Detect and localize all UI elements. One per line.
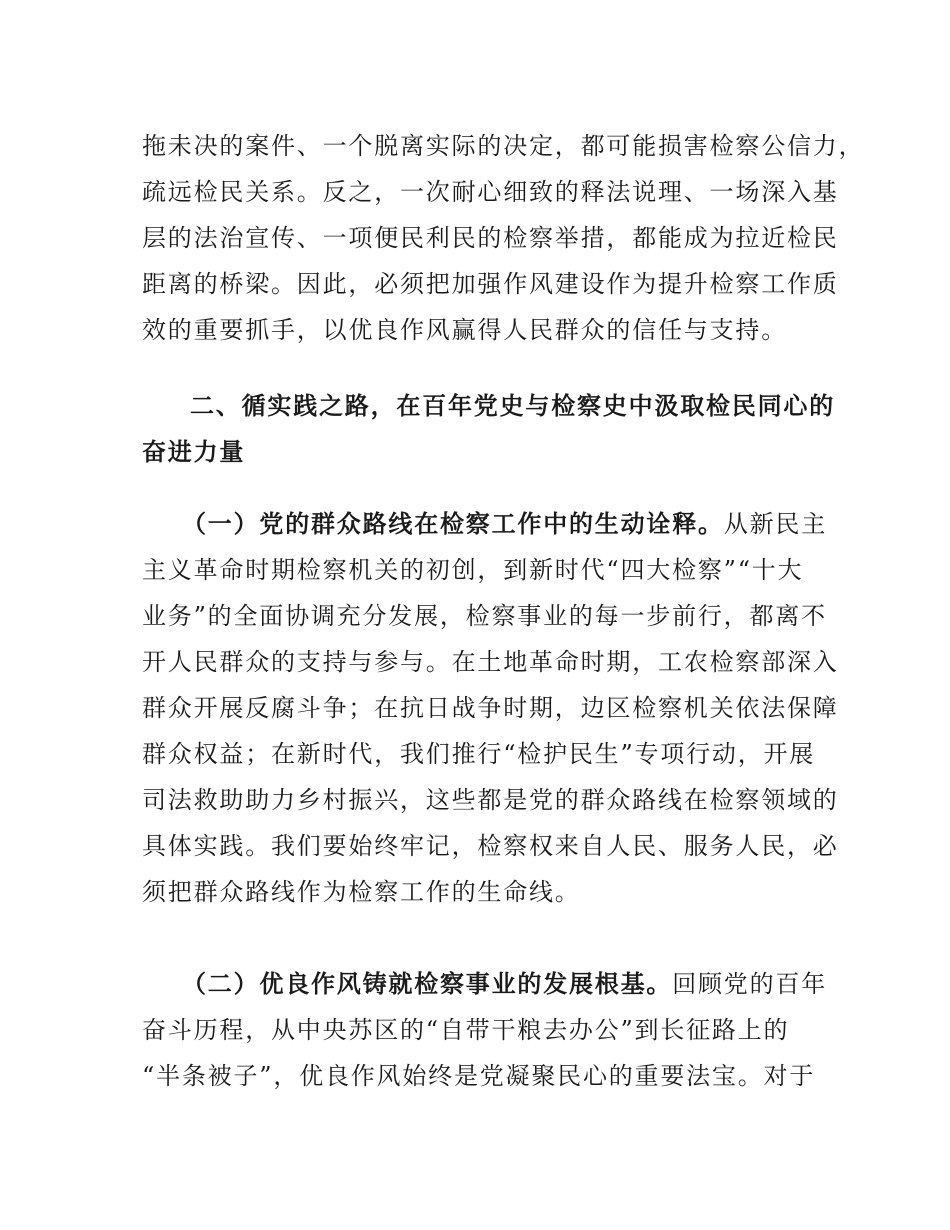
subsection-1-line-9: 须把群众路线作为检察工作的生命线。	[142, 878, 581, 906]
section-heading-line-1: 二、循实践之路，在百年党史与检察史中汲取检民同心的	[190, 392, 835, 420]
paragraph-1-line-1: 拖未决的案件、一个脱离实际的决定，都可能损害检察公信力，	[142, 132, 865, 160]
subsection-1-first-line-rest: 从新民主	[723, 510, 828, 538]
subsection-1-line-5: 群众开展反腐斗争；在抗日战争时期，边区检察机关依法保障	[142, 694, 839, 722]
subsection-1-line-2: 主义革命时期检察机关的初创，到新时代“四大检察”“十大	[142, 556, 804, 584]
subsection-1-title: （一）党的群众路线在检察工作中的生动诠释。	[182, 510, 724, 538]
subsection-1-line-4: 开人民群众的支持与参与。在土地革命时期，工农检察部深入	[142, 648, 839, 676]
subsection-2-line-2: 奋斗历程，从中央苏区的“自带干粮去办公”到长征路上的	[142, 1016, 790, 1044]
subsection-2-first-line-rest: 回顾党的百年	[672, 970, 828, 998]
subsection-1-first-line	[182, 509, 827, 539]
subsection-1-line-6: 群众权益；在新时代，我们推行“检护民生”专项行动，开展	[142, 740, 816, 768]
subsection-1-line-3: 业务”的全面协调充分发展，检察事业的每一步前行，都离不	[142, 602, 827, 630]
paragraph-1-line-5: 效的重要抓手，以优良作风赢得人民群众的信任与支持。	[142, 316, 787, 344]
section-heading-line-2: 奋进力量	[142, 438, 246, 466]
subsection-1-line-7: 司法救助助力乡村振兴，这些都是党的群众路线在检察领域的	[142, 786, 839, 814]
subsection-2-title: （二）优良作风铸就检察事业的发展根基。	[182, 970, 673, 998]
subsection-2-first-line	[182, 969, 827, 999]
paragraph-1-line-3: 层的法治宣传、一项便民利民的检察举措，都能成为拉近检民	[142, 224, 839, 252]
subsection-2-line-3: “半条被子”，优良作风始终是党凝聚民心的重要法宝。对于	[142, 1062, 816, 1090]
paragraph-1-line-2: 疏远检民关系。反之，一次耐心细致的释法说理、一场深入基	[142, 178, 839, 206]
paragraph-1-line-4: 距离的桥梁。因此，必须把加强作风建设作为提升检察工作质	[142, 270, 839, 298]
subsection-1-line-8: 具体实践。我们要始终牢记，检察权来自人民、服务人民，必	[142, 832, 839, 860]
